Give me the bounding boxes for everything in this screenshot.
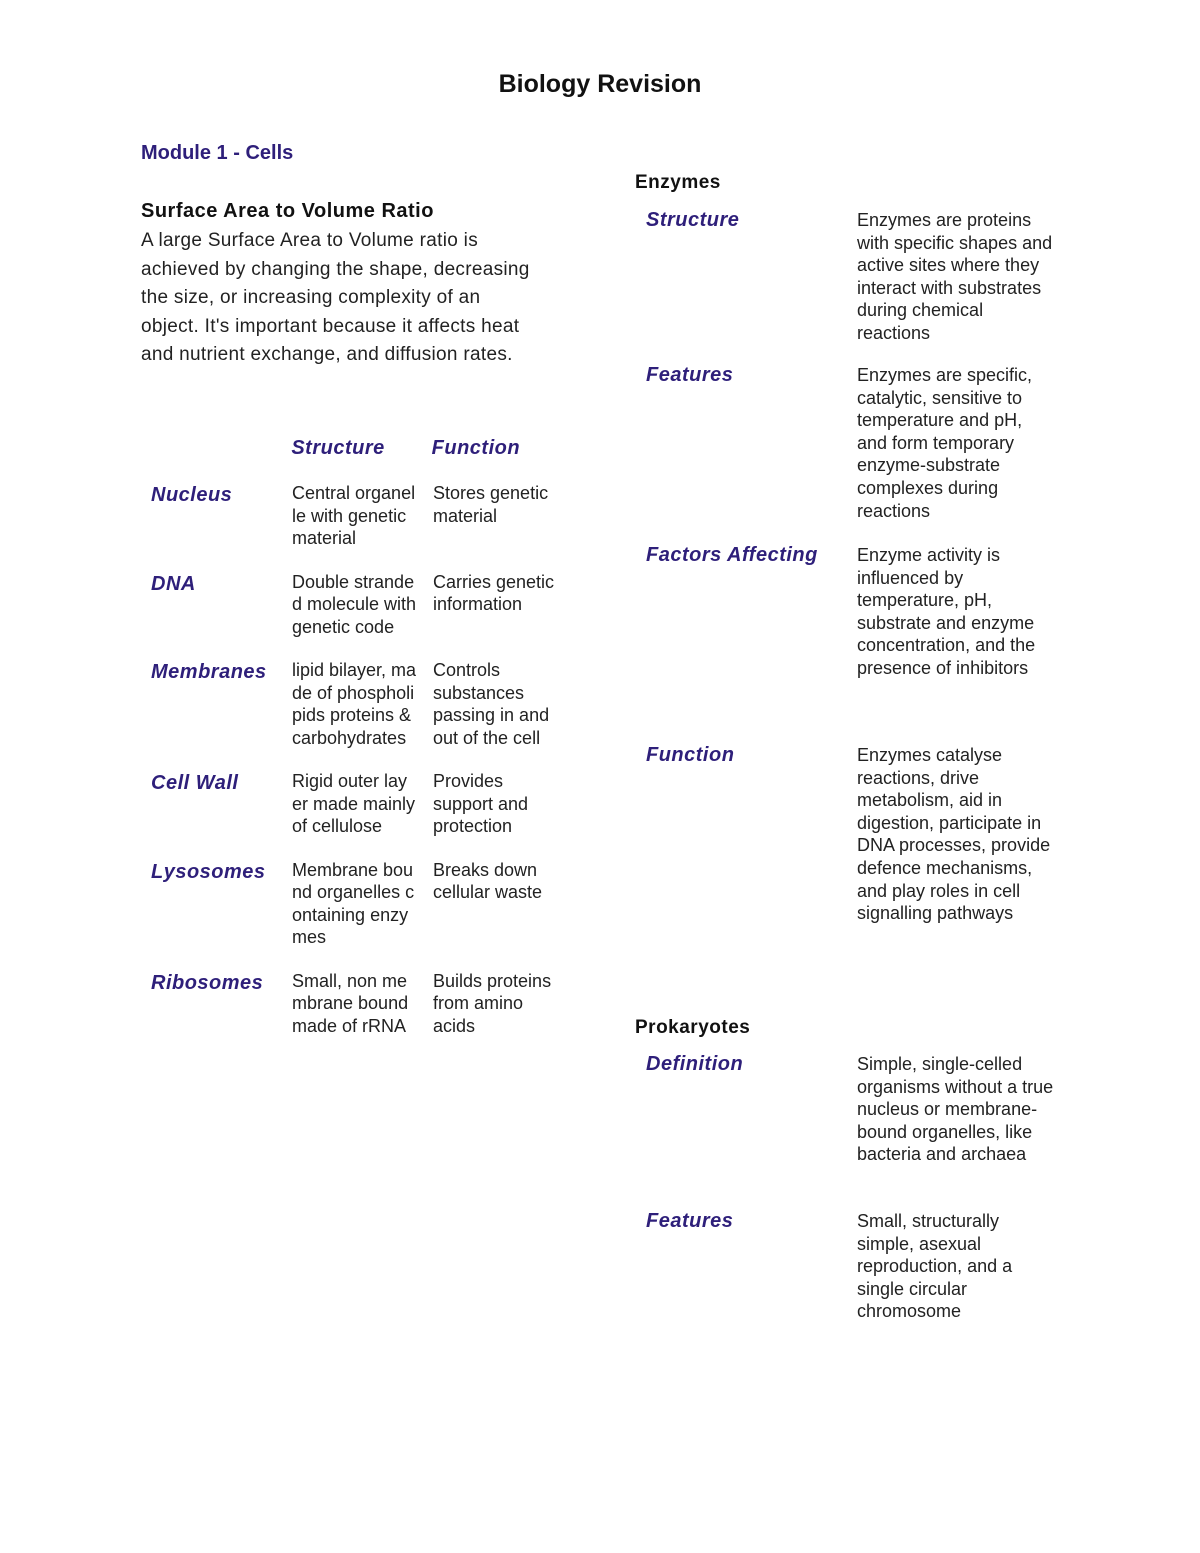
row-function: Stores genetic material [433,483,549,526]
row-label: Features [646,1210,734,1232]
row-name: Lysosomes [151,860,266,883]
table-row [151,859,571,949]
row-text: Enzymes are proteins with specific shapes and active sites where they interact with substrates during chemical reactions [857,210,1053,343]
row-text: Enzymes are specific, catalytic, sensitive to temperature and pH, and form temporary enzyme-substrate complexes during reactions [857,365,1033,521]
table-row [646,209,1066,364]
header-structure: Structure [291,437,385,459]
row-function: Controls substances passing in and out of the cell [433,660,550,748]
header-function: Function [431,437,521,459]
row-function: Provides support and protection [433,771,529,836]
row-structure: Double stranded molecule with genetic code [292,571,417,637]
row-text: Simple, single-celled organisms without a true nucleus or membrane-bound organelles, like bacteria and archaea [857,1054,1054,1165]
prokaryotes-heading: Prokaryotes [635,1017,751,1038]
header-spacer [151,437,291,482]
table-row [151,770,571,838]
table-row [151,571,571,639]
row-text: Small, structurally simple, asexual reproduction, and a single circular chromosome [857,1211,1013,1322]
table-row [151,659,571,749]
row-function: Carries genetic information [433,571,555,614]
sa-volume-text: A large Surface Area to Volume ratio is achieved by changing the shape, decreasing the size, or increasing complexity of an object. It's important because it affects heat and nutrient exchange, and diffusion rates. [141,230,530,365]
enzymes-heading: Enzymes [635,172,721,193]
row-label: Structure [646,209,740,231]
table-row [646,744,1066,925]
row-structure: Membrane bound organelles containing enzymes [292,859,415,947]
row-name: Cell Wall [151,772,239,794]
cells-table-header [151,437,571,482]
row-name: Membranes [151,661,267,683]
sa-volume-heading: Surface Area to Volume Ratio [141,200,434,222]
row-structure: lipid bilayer, made of phospholipids proteins & carbohydrates [292,660,417,748]
row-text: Enzymes catalyse reactions, drive metabolism, aid in digestion, participate in DNA processes, provide defence mechanisms, and play roles in cell signalling pathways [857,745,1051,924]
row-structure: Small, non membrane bound made of rRNA [292,970,409,1036]
row-text: Enzyme activity is influenced by temperature, pH, substrate and enzyme concentration, and the presence of inhibitors [857,545,1036,678]
row-name: Ribosomes [151,971,264,994]
table-row [151,970,571,1038]
row-function: Builds proteins from amino acids [433,970,552,1036]
row-label: Features [646,364,734,386]
prokaryotes-table [646,1053,1066,1323]
page-title: Biology Revision [498,70,702,98]
row-function: Breaks down cellular waste [433,859,543,902]
table-row [646,544,1066,744]
table-row [646,364,1066,544]
row-structure: Central organelle with genetic material [292,483,416,548]
row-name: Nucleus [151,484,233,506]
table-row [646,1053,1066,1210]
cells-table [151,437,571,1058]
row-label: Definition [646,1053,744,1075]
row-label: Factors Affecting [646,544,818,566]
row-name: DNA [151,572,196,595]
row-label: Function [646,744,735,766]
table-row [646,1210,1066,1323]
module-heading: Module 1 - Cells [141,142,294,164]
enzymes-table [646,209,1066,925]
row-structure: Rigid outer layer made mainly of cellulose [292,771,416,836]
table-row [151,482,571,550]
